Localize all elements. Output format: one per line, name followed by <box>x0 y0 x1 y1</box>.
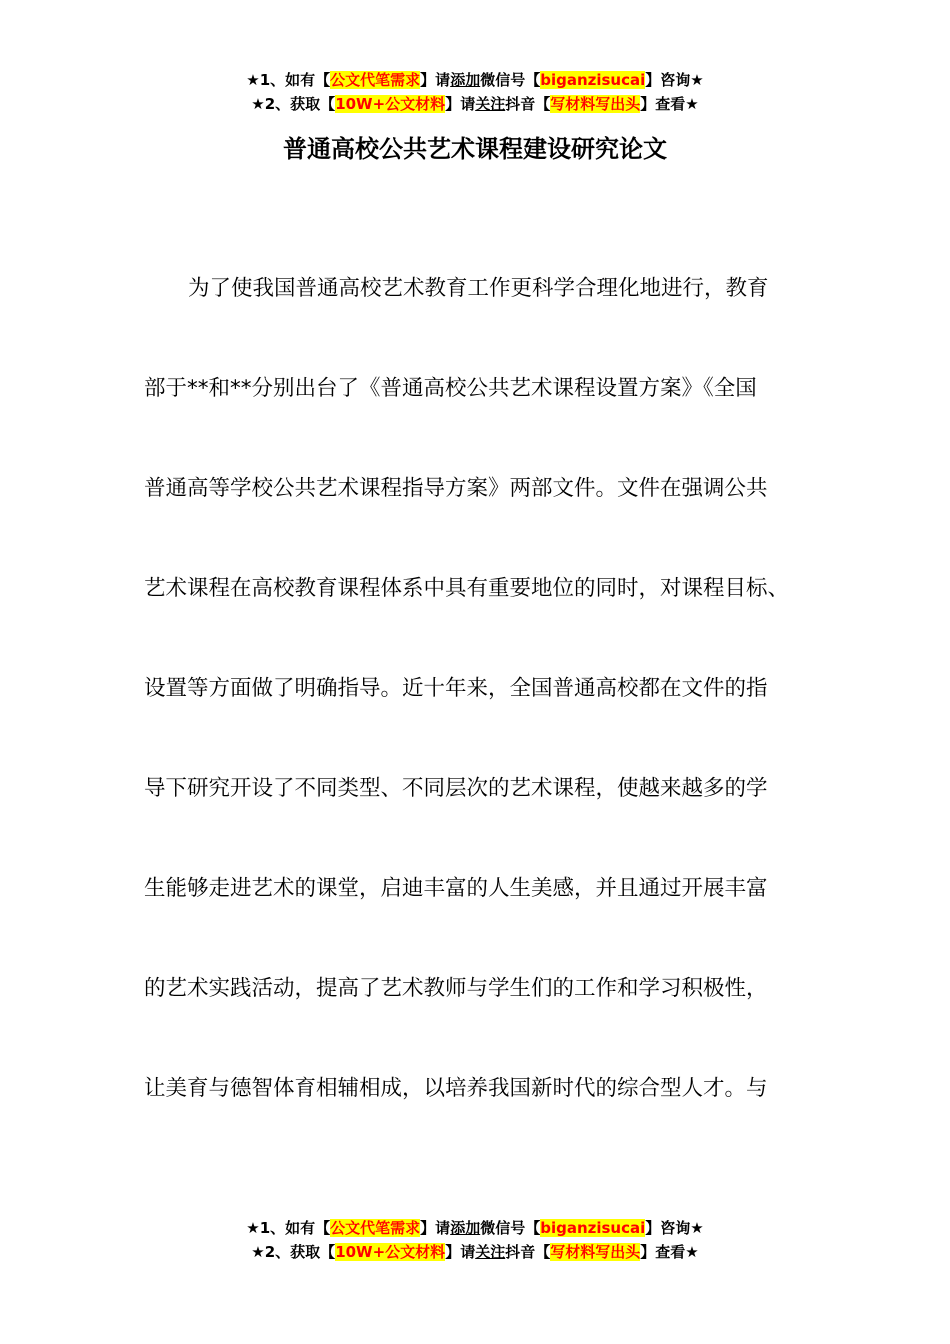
banner-text: 】请 <box>445 95 476 113</box>
banner-text: ★1、如有【 <box>246 1219 331 1237</box>
banner-highlight: 公文代笔需求 <box>330 1219 421 1237</box>
banner-text: 微信号【 <box>480 1219 541 1237</box>
banner-text: 】咨询★ <box>645 1219 704 1237</box>
banner-highlight: 公文代笔需求 <box>330 71 421 89</box>
body-line: 普通高等学校公共艺术课程指导方案》两部文件。文件在强调公共 <box>144 476 768 501</box>
banner-line-2 <box>0 1240 950 1264</box>
header-banner <box>0 68 950 116</box>
banner-highlight: 10W+公文材料 <box>335 1243 446 1261</box>
body-line: 艺术课程在高校教育课程体系中具有重要地位的同时，对课程目标、 <box>144 576 790 601</box>
body-line: 为了使我国普通高校艺术教育工作更科学合理化地进行，教育 <box>188 276 769 301</box>
banner-highlight: biganzisucai <box>540 1219 646 1237</box>
banner-line-1 <box>0 68 950 92</box>
banner-text: ★2、获取【 <box>251 95 336 113</box>
body-line: 导下研究开设了不同类型、不同层次的艺术课程，使越来越多的学 <box>144 776 768 801</box>
body-line: 部于**和**分别出台了《普通高校公共艺术课程设置方案》《全国 <box>144 376 757 401</box>
banner-text: ★1、如有【 <box>246 71 331 89</box>
banner-underlined: 关注 <box>475 1243 506 1261</box>
banner-highlight: biganzisucai <box>540 71 646 89</box>
banner-underlined: 关注 <box>475 95 506 113</box>
body-line: 生能够走进艺术的课堂，启迪丰富的人生美感，并且通过开展丰富 <box>144 876 768 901</box>
banner-text: 】查看★ <box>640 95 699 113</box>
body-line: 的艺术实践活动，提高了艺术教师与学生们的工作和学习积极性， <box>144 976 768 1001</box>
banner-line-2 <box>0 92 950 116</box>
banner-underlined: 添加 <box>450 71 481 89</box>
banner-text: ★2、获取【 <box>251 1243 336 1261</box>
banner-text: 】请 <box>445 1243 476 1261</box>
banner-highlight: 写材料写出头 <box>550 95 641 113</box>
banner-text: 抖音【 <box>505 1243 551 1261</box>
banner-text: 抖音【 <box>505 95 551 113</box>
banner-text: 】请 <box>420 71 451 89</box>
body-line: 设置等方面做了明确指导。近十年来，全国普通高校都在文件的指 <box>144 676 768 701</box>
banner-highlight: 写材料写出头 <box>550 1243 641 1261</box>
body-line: 让美育与德智体育相辅相成，以培养我国新时代的综合型人才。与 <box>144 1076 768 1101</box>
banner-text: 】咨询★ <box>645 71 704 89</box>
banner-underlined: 添加 <box>450 1219 481 1237</box>
banner-text: 】查看★ <box>640 1243 699 1261</box>
banner-text: 】请 <box>420 1219 451 1237</box>
document-title: 普通高校公共艺术课程建设研究论文 <box>283 135 667 163</box>
footer-banner <box>0 1216 950 1264</box>
document-body <box>144 272 808 1172</box>
banner-highlight: 10W+公文材料 <box>335 95 446 113</box>
banner-line-1 <box>0 1216 950 1240</box>
banner-text: 微信号【 <box>480 71 541 89</box>
